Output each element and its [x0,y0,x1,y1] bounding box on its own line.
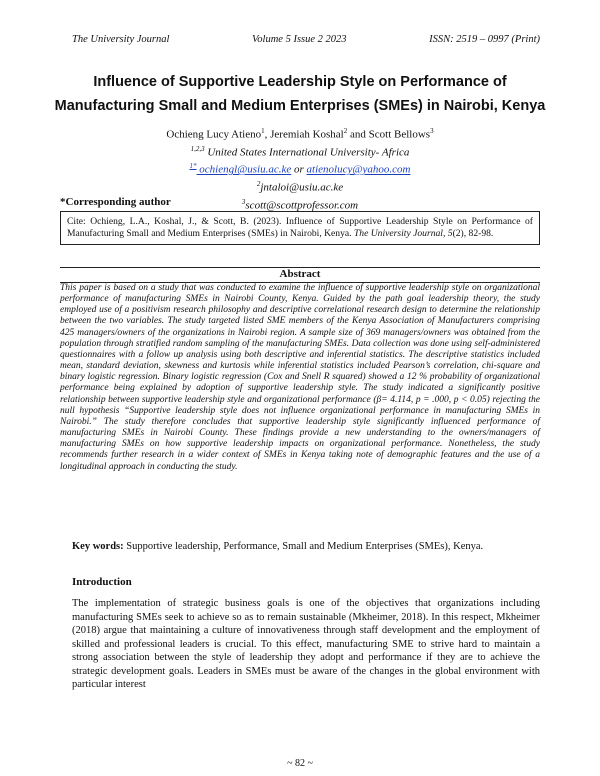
author-1-sup: 1 [261,127,265,135]
paper-title [40,70,560,118]
email-1-link[interactable]: ochiengl@usiu.ac.ke [196,163,292,176]
citation-journal: The University Journal, 5 [353,228,453,239]
author-names [60,124,540,142]
email-or: or [291,163,307,176]
email-line-1 [60,159,540,177]
email-1-sup: 1* [189,162,197,171]
author-1: Ochieng Lucy Atieno [166,128,262,141]
email-3: scott@scottprofessor.com [245,199,359,212]
corresponding-author: *Corresponding author [60,196,171,208]
title-line-1: Influence of Supportive Leadership Style on Performance of [93,74,507,90]
title-line-2: Manufacturing Small and Medium Enterprises (SMEs) in Nairobi, Kenya [54,98,546,114]
author-3-sup: 3 [430,127,434,135]
keywords [72,540,540,554]
email-2-sup: 2 [256,179,261,188]
running-header [72,34,540,45]
author-3: and Scott Bellows [347,128,431,141]
issn: ISSN: 2519 – 0997 (Print) [429,34,540,45]
affiliation [60,142,540,160]
email-1b-link[interactable]: atienolucy@yahoo.com [306,163,411,176]
author-2-sup: 2 [343,127,348,135]
email-3-sup: 3 [241,197,246,206]
volume-issue: Volume 5 Issue 2 2023 [252,34,347,45]
citation-box [60,211,540,245]
journal-name: The University Journal [72,34,170,45]
keywords-label: Key words: [72,541,124,552]
abstract-body: This paper is based on a study that was conducted to examine the influence of supportive leadership style on organizational performance of manufacturing SMEs in Nairobi County, Kenya. Guided by the path goal leadership theory, the study employed use of a positivism research philosophy and descriptive correlational research design to determine the relationship between the two variables. The study targeted listed SME members of the Kenya Association of Manufacturers comprising 425 managers/owners of the organizations in Nairobi region. A sample size of 369 managers/owners was obtained from the population through stratified random sampling of the manufacturing SMEs. Data collection was done using self-administered questionnaires with a follow up analysis using both descriptive and inferential statistics. The descriptive statistics included mean, standard deviation, skewness and kurtosis while inferential statistics included Pearson’s correlation, chi-square and binary logistic regression. Binary logistic regression (Cox and Snell R squared) showed a 12 % probability of organizational performance being explained by adoption of supportive leadership style. The study indicated a significantly positive relationship between supportive leadership style and organizational performance (β= 4.114, p = .000, p < 0.05) rejecting the null hypothesis “Supportive leadership style does not influence organizational performance in manufacturing SMEs in Nairobi.” The study therefore concludes that supportive leadership style significantly influenced performance of manufacturing SMEs in Nairobi County. These findings provide a new understanding to the owners/managers of manufacturing SMEs on how supportive leadership impacts on organizational performance. Nonetheless, the study recommends further research in a wider context of SMEs in Kenya taking note of demographic features and the use of a longitudinal approach in conducting the study. [60,283,540,472]
email-2: jntaloi@usiu.ac.ke [260,181,344,194]
citation-tail: (2), 82-98. [452,228,494,239]
keywords-text: Supportive leadership, Performance, Small and Medium Enterprises (SMEs), Kenya. [123,541,484,552]
author-2: , Jeremiah Koshal [264,128,344,141]
citation-text: Cite: Ochieng, L.A., Koshal, J., & Scott, B. (2023). Influence of Supportive Leadership Style on Performance of Manufacturing Small and Medium Enterprises (SMEs) in Nairobi, Kenya. [67,216,533,239]
introduction-body: The implementation of strategic business goals is one of the objectives that organizations including manufacturing SMEs seek to achieve so as to remain sustainable (Mkheimer, 2018). In this respect, Mkheimer (2018) argue that maintaining a culture of innovativeness through staff development and the employment of skilled and professional leaders is crucial. To this effect, manufacturing SME to strive hard to maintain a strong association between the style of leadership they adopt and performance if they are to achieve the strategic development goals. Leaders in SMEs must be aware of the changes in the global environment with particular interest [72,598,540,690]
affiliation-sup: 1,2,3 [190,144,205,153]
email-line-2 [60,177,540,195]
introduction-heading: Introduction [72,576,132,588]
affiliation-text: United States International University- Africa [204,146,410,159]
page-number: ~ 82 ~ [287,758,313,769]
abstract-heading: Abstract [279,268,321,280]
